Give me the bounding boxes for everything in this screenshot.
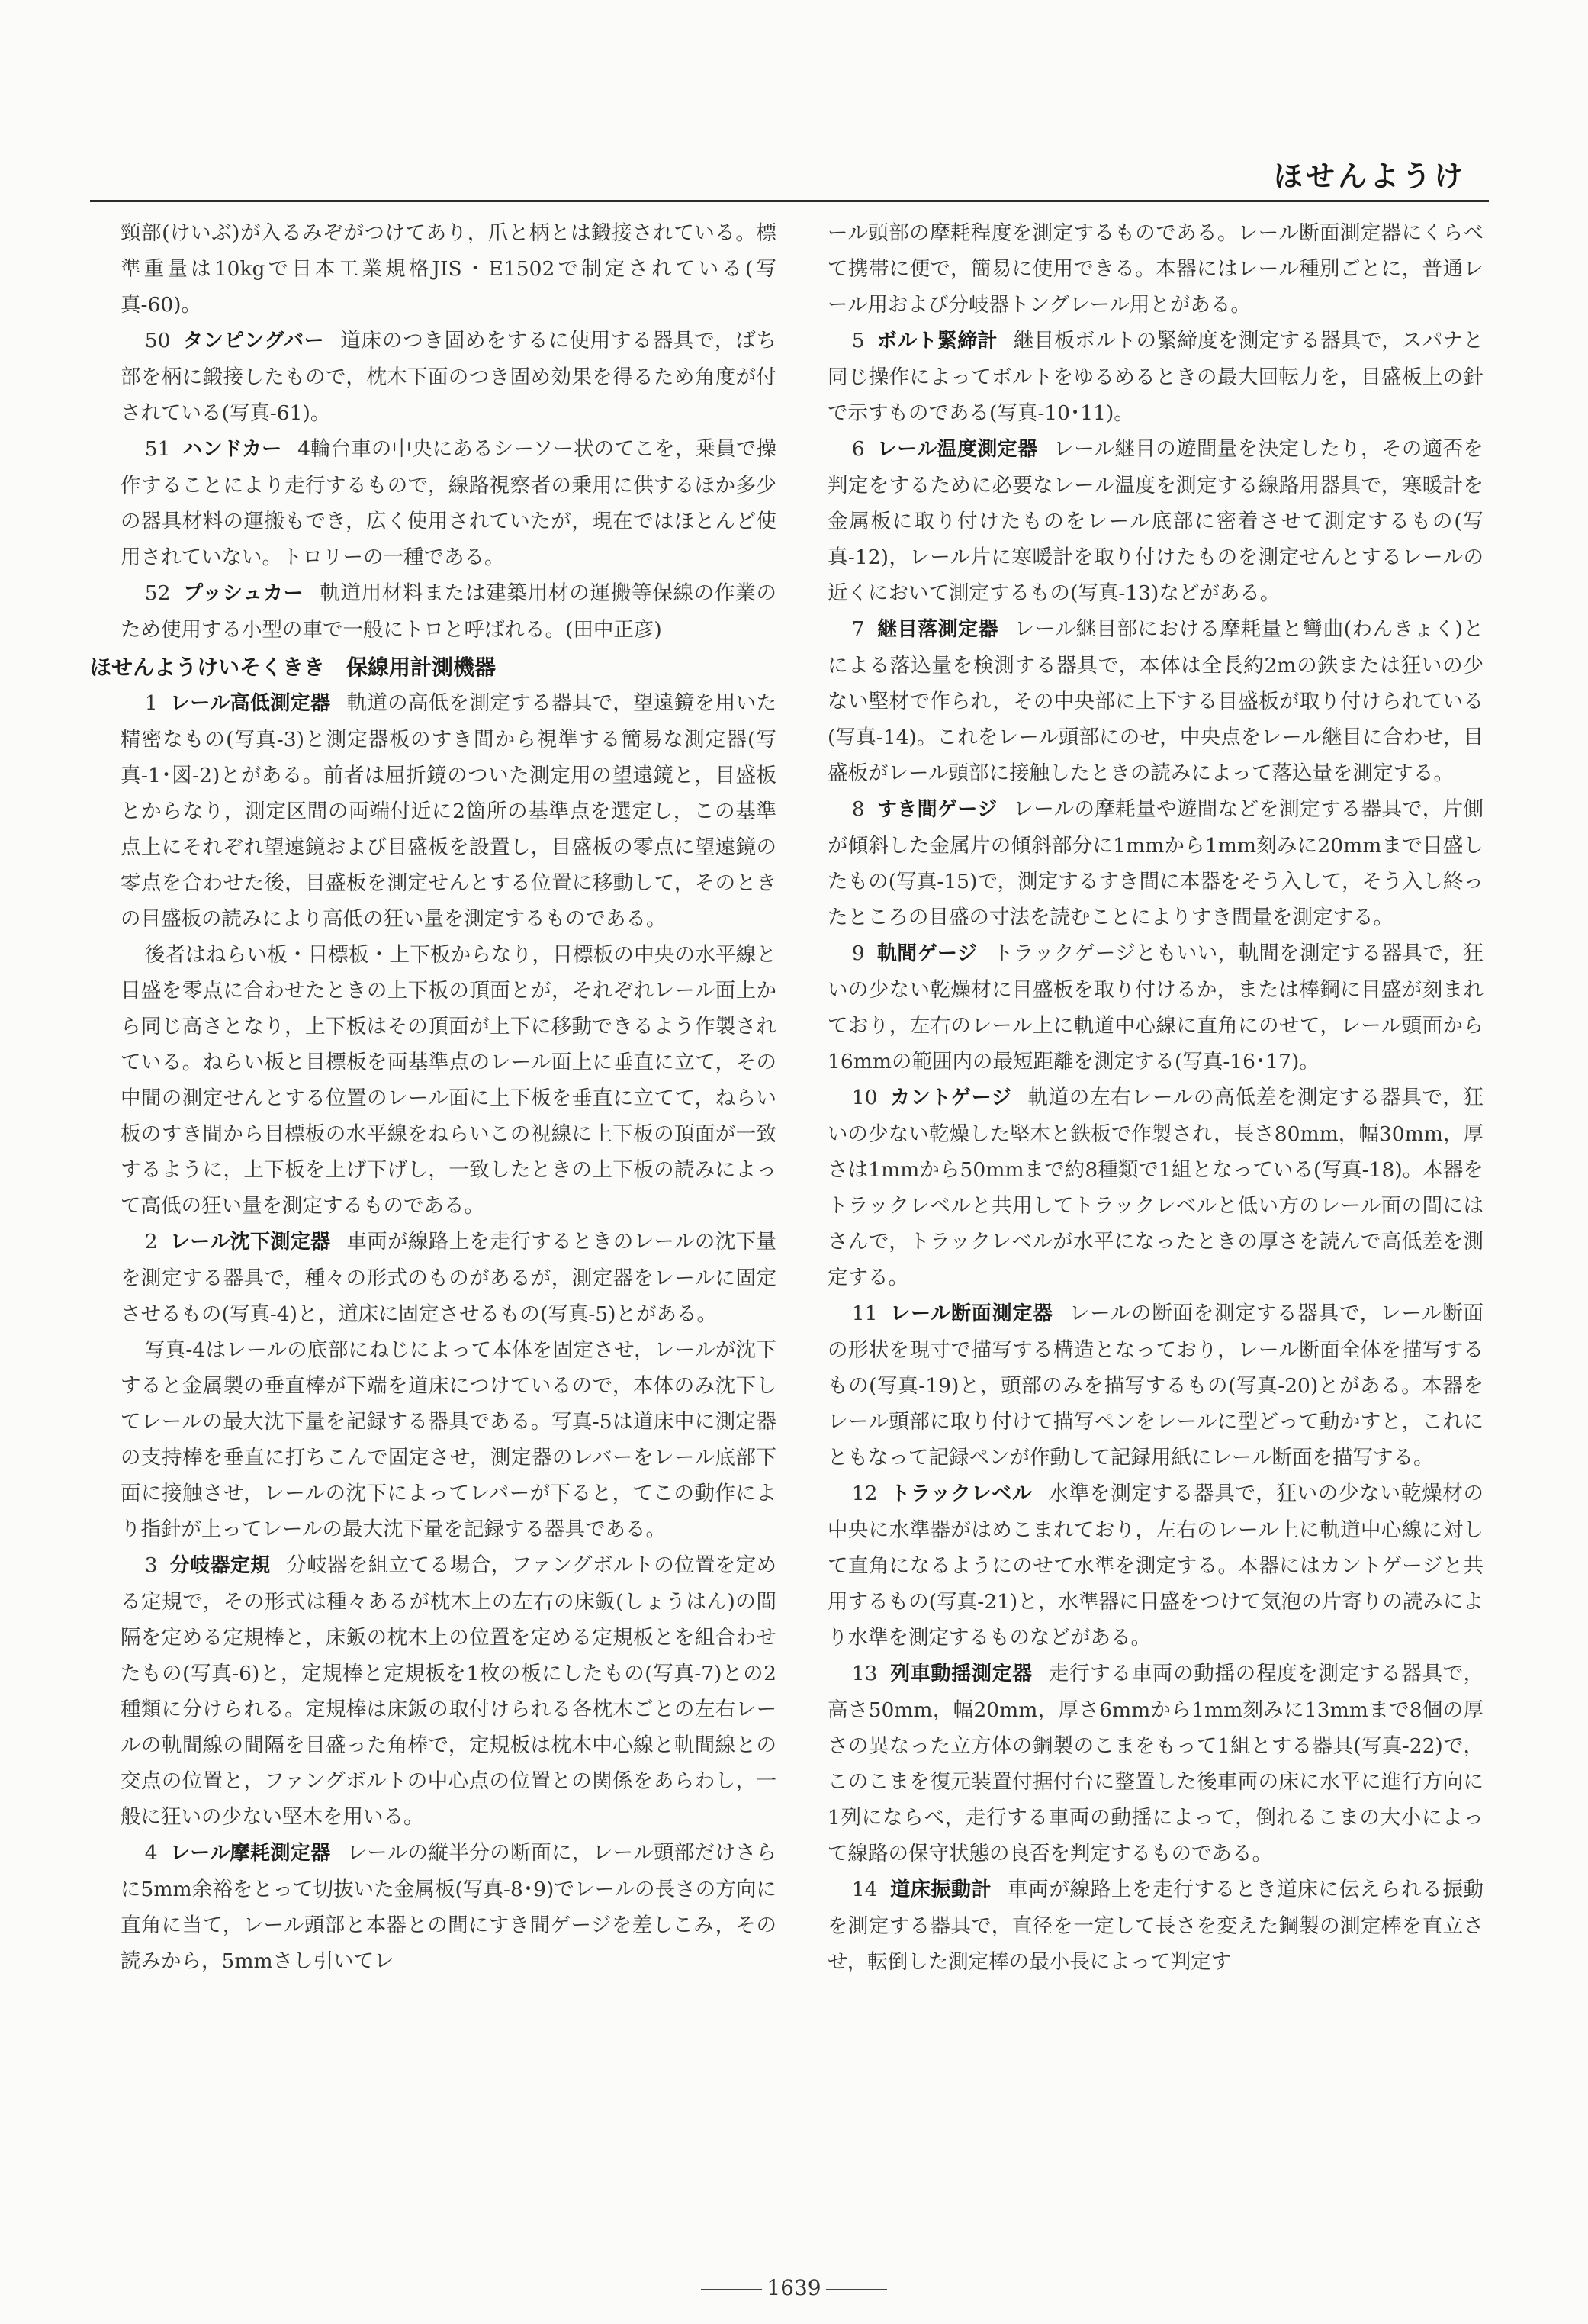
entry-3: 3 分岐器定規 分岐器を組立てる場合，ファングボルトの位置を定める定規で，その形式は種々あるが枕木上の左右の床鈑(しょうはん)の間隔を定める定規棒と，床鈑の枕木上の位置を定める定規板とを組合わせたもの(写真-6)と，定規棒と定規板を1枚の板にしたもの(写真-7)との2種類に分けられる。定規棒は床鈑の取付けられる各枕木ごとの左右レールの軌間線の間隔を目盛った角棒で，定規板は枕木中心線と軌間線との交点の位置と，ファングボルトの中心点の位置との関係をあらわし，一般に狂いの少ない堅木を用いる。 bbox=[121, 1553, 776, 1829]
paragraph: 頸部(けいぶ)が入るみぞがつけてあり，爪と柄とは鍛接されている。標準重量は10kgで日本工業規格JIS・E1502で制定されている(写真-60)。 bbox=[121, 221, 776, 317]
running-head: ほせんようけ bbox=[1273, 159, 1466, 193]
folio-dash-right bbox=[826, 2289, 887, 2290]
paragraph: 後者はねらい板・目標板・上下板からなり，目標板の中央の水平線と目盛を零点に合わせたときの上下板の頂面とが，それぞれレール面上から同じ高さとなり，上下板はその頂面が上下に移動できるよう作製されている。ねらい板と目標板を両基準点のレール面上に垂直に立て，その中間の測定せんとする位置のレール面に上下板を垂直に立てて，ねらい板のすき間から目標板の水平線をねらいこの視線に上下板の頂面が一致するように，上下板を上げ下げし，一致したときの上下板の読みによって高低の狂い量を測定するものである。 bbox=[121, 943, 776, 1218]
entry-5: 5 ボルト緊締計 継目板ボルトの緊締度を測定する器具で，スパナと同じ操作によってボルトをゆるめるときの最大回転力を，目盛板上の針で示すものである(写真-10･11)。 bbox=[828, 329, 1484, 425]
paragraph: 写真-4はレールの底部にねじによって本体を固定させ，レールが沈下すると金属製の垂直棒が下端を道床につけているので，本体のみ沈下してレールの最大沈下量を記録する器具である。写真-5は道床中に測定器の支持棒を垂直に打ちこんで固定させ，測定器のレバーをレール底部下面に接触させ，レールの沈下によってレバーが下ると，てこの動作により指針が上ってレールの最大沈下量を記録する器具である。 bbox=[121, 1338, 776, 1541]
entry-11: 11 レール断面測定器 レールの断面を測定する器具で，レール断面の形状を現寸で描写する構造となっており，レール断面全体を描写するもの(写真-19)と，頭部のみを描写するもの(写真-20)とがある。本器をレール頭部に取り付けて描写ペンをレールに型どって動かすと，これにともなって記録ペンが作動して記録用紙にレール断面を描写する。 bbox=[828, 1302, 1484, 1469]
paragraph: ール頭部の摩耗程度を測定するものである。レール断面測定器にくらべて携帯に便で，簡易に使用できる。本器にはレール種別ごとに，普通レール用および分岐器トングレール用とがある。 bbox=[828, 221, 1484, 317]
entry-10: 10 カントゲージ 軌道の左右レールの高低差を測定する器具で，狂いの少ない乾燥した堅木と鉄板で作製され，長さ80mm，幅30mm，厚さは1mmから50mmまで約8種類で1組となっている(写真-18)。本器をトラックレベルと共用してトラックレベルと低い方のレール面の間にはさんで，トラックレベルが水平になったときの厚さを読んで高低差を測定する。 bbox=[828, 1086, 1484, 1289]
header-rule bbox=[90, 200, 1489, 202]
entry-50: 50 タンピングバー 道床のつき固めをするに使用する器具で，ばち部を柄に鍛接したもので，枕木下面のつき固め効果を得るため角度が付されている(写真-61)。 bbox=[121, 329, 776, 425]
entry-14: 14 道床振動計 車両が線路上を走行するとき道床に伝えられる振動を測定する器具で，直径を一定して長さを変えた鋼製の測定棒を直立させ，転倒した測定棒の最小長によって判定す bbox=[828, 1878, 1484, 1974]
entry-9: 9 軌間ゲージ トラックゲージともいい，軌間を測定する器具で，狂いの少ない乾燥材に目盛板を取り付けるか，または棒鋼に目盛が刻まれており，左右のレール上に軌道中心線に直角にのせて，レール頭面から16mmの範囲内の最短距離を測定する(写真-16･17)。 bbox=[828, 942, 1484, 1073]
entry-1: 1 レール高低測定器 軌道の高低を測定する器具で，望遠鏡を用いた精密なもの(写真-3)と測定器板のすき間から視準する簡易な測定器(写真-1･図-2)とがある。前者は屈折鏡のついた測定用の望遠鏡と，目盛板とからなり，測定区間の両端付近に2箇所の基準点を選定し，この基準点上にそれぞれ望遠鏡および目盛板を設置し，目盛板の零点に望遠鏡の零点を合わせた後，目盛板を測定せんとする位置に移動して，そのときの目盛板の読みにより高低の狂い量を測定するものである。 bbox=[121, 691, 776, 931]
left-column bbox=[90, 215, 777, 1979]
entry-13: 13 列車動揺測定器 走行する車両の動揺の程度を測定する器具で，高さ50mm，幅20mm，厚さ6mmから1mm刻みに13mmまで8個の厚さの異なった立方体の鋼製のこまをもって1組とする器具(写真-22)で，このこまを復元装置付据付台に整置した後車両の床に水平に進行方向に1列にならべ，走行する車両の動揺によって，倒れるこまの大小によって線路の保守状態の良否を判定するものである。 bbox=[828, 1662, 1484, 1865]
entry-12: 12 トラックレベル 水準を測定する器具で，狂いの少ない乾燥材の中央に水準器がはめこまれており，左右のレール上に軌道中心線に対して直角になるようにのせて水準を測定する。本器にはカントゲージと共用するもの(写真-21)と，水準器に目盛をつけて気泡の片寄りの読みにより水準を測定するものなどがある。 bbox=[828, 1482, 1484, 1650]
folio-dash-left bbox=[701, 2289, 762, 2290]
page-number bbox=[0, 2275, 1588, 2300]
entry-6: 6 レール温度測定器 レール継目の遊間量を決定したり，その適否を判定をするために必要なレール温度を測定する線路用器具で，寒暖計を金属板に取り付けたものをレール底部に密着させて測定するもの(写真-12)，レール片に寒暖計を取り付けたものを測定せんとするレールの近くにおいて測定するもの(写真-13)などがある。 bbox=[828, 437, 1484, 605]
right-column bbox=[828, 215, 1484, 1980]
entry-8: 8 すき間ゲージ レールの摩耗量や遊間などを測定する器具で，片側が傾斜した金属片の傾斜部分に1mmから1mm刻みに20mmまで目盛したもの(写真-15)で，測定するすき間に本器をそう入して，そう入し終ったところの目盛の寸法を読むことによりすき間量を測定する。 bbox=[828, 797, 1484, 929]
entry-2: 2 レール沈下測定器 車両が線路上を走行するときのレールの沈下量を測定する器具で，種々の形式のものがあるが，測定器をレールに固定させるもの(写真-4)と，道床に固定させるもの(写真-5)とがある。 bbox=[121, 1230, 776, 1326]
entry-4: 4 レール摩耗測定器 レールの縦半分の断面に，レール頭部だけさらに5mm余裕をとって切抜いた金属板(写真-8･9)でレールの長さの方向に直角に当て，レール頭部と本器との間にすき間ゲージを差しこみ，その読みから，5mmさし引いてレ bbox=[121, 1841, 776, 1973]
entry-51: 51 ハンドカー 4輪台車の中央にあるシーソー状のてこを，乗員で操作することにより走行するもので，線路視察者の乗用に供するほか多少の器具材料の運搬もでき，広く使用されていたが，現在ではほとんど使用されていない。トロリーの一種である。 bbox=[121, 437, 776, 569]
entry-7: 7 継目落測定器 レール継目部における摩耗量と彎曲(わんきょく)とによる落込量を検測する器具で，本体は全長約2mの鉄または狂いの少ない堅材で作られ，その中央部に上下する目盛板が取り付けられている(写真-14)。これをレール頭部にのせ，中央点をレール継目に合わせ，目盛板がレール頭部に接触したときの読みによって落込量を測定する。 bbox=[828, 617, 1484, 785]
section-heading: ほせんようけいそくきき 保線用計測機器 bbox=[90, 655, 497, 680]
entry-52: 52 プッシュカー 軌道用材料または建築用材の運搬等保線の作業のため使用する小型の車で一般にトロと呼ばれる。(田中正彦) bbox=[121, 581, 777, 642]
page-number-text: 1639 bbox=[767, 2275, 821, 2300]
